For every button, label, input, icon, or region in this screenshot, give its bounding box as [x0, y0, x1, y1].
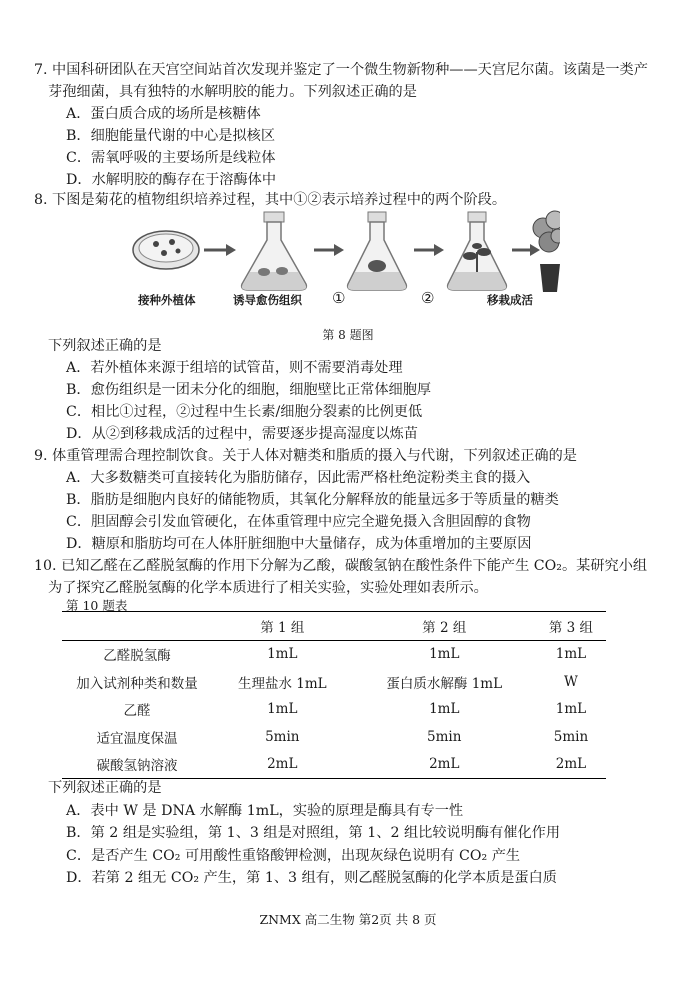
table-cell: 1mL — [267, 701, 298, 718]
table-row — [62, 640, 606, 668]
figure-label-transplant: 移栽成活 — [487, 293, 533, 307]
table-cell: 2mL — [429, 756, 460, 773]
q10-lead: 下列叙述正确的是 — [48, 780, 162, 796]
table-header-row — [62, 612, 606, 641]
q8-figure-caption: 第 8 题图 — [322, 328, 374, 342]
q10-option-b: B．第 2 组是实验组，第 1、3 组是对照组，第 1、2 组比较说明酶有催化作用 — [66, 825, 561, 841]
q7-option-d: D．水解明胶的酶存在于溶酶体中 — [66, 172, 277, 188]
q10-table-title: 第 10 题表 — [66, 598, 128, 613]
figure-label-stage1: ① — [332, 289, 346, 307]
q9-stem: 9. 体重管理需合理控制饮食。关于人体对糖类和脂质的摄入与代谢，下列叙述正确的是 — [34, 448, 577, 464]
table-cell: 1mL — [555, 646, 587, 663]
table-cell: 2mL — [555, 756, 587, 773]
table-row-label: 乙醛脱氢酶 — [103, 648, 171, 665]
table-cell: 2mL — [267, 756, 298, 773]
table-cell: W — [564, 673, 578, 690]
q10-option-c: C．是否产生 CO₂ 可用酸性重铬酸钾检测，出现灰绿色说明有 CO₂ 产生 — [66, 848, 521, 864]
flask-shoot-icon — [348, 212, 407, 290]
q7-stem-line2: 芽孢细菌，具有独特的水解明胶的能力。下列叙述正确的是 — [48, 84, 417, 100]
q9-option-c: C．胆固醇会引发血管硬化，在体重管理中应完全避免摄入含胆固醇的食物 — [66, 514, 531, 530]
table-cell: 1mL — [267, 646, 298, 663]
table-row — [62, 668, 606, 696]
table-cell: 蛋白质水解酶 1mL — [386, 675, 503, 692]
table-cell: 1mL — [555, 701, 587, 718]
q10-option-a: A．表中 W 是 DNA 水解酶 1mL，实验的原理是酶具有专一性 — [66, 803, 464, 819]
q8-option-c: C．相比①过程，②过程中生长素/细胞分裂素的比例更低 — [66, 404, 423, 420]
q8-option-a: A．若外植体来源于组培的试管苗，则不需要消毒处理 — [66, 360, 403, 376]
q8-stem: 8. 下图是菊花的植物组织培养过程，其中①②表示培养过程中的两个阶段。 — [34, 192, 507, 208]
q9-option-d: D．糖原和脂肪均可在人体肝脏细胞中大量储存，成为体重增加的主要原因 — [66, 536, 532, 552]
q7-option-c: C．需氧呼吸的主要场所是线粒体 — [66, 150, 276, 166]
figure-label-callus: 诱导愈伤组织 — [233, 293, 302, 307]
table-header-cell: 第 2 组 — [422, 619, 467, 636]
q9-option-b: B．脂肪是细胞内良好的储能物质，其氧化分解释放的能量远多于等质量的糖类 — [66, 492, 559, 508]
flask-callus-icon — [242, 212, 307, 290]
q10-stem-line2: 为了探究乙醛脱氢酶的化学本质进行了相关实验，实验处理如表所示。 — [48, 580, 488, 596]
table-row — [62, 751, 606, 779]
table-cell: 5min — [427, 728, 462, 745]
table-row-label: 适宜温度保温 — [96, 730, 178, 747]
table-row-label: 加入试剂种类和数量 — [76, 675, 198, 692]
q7-stem-line1: 7. 中国科研团队在天宫空间站首次发现并鉴定了一个微生物新物种——天宫尼尔菌。该菌是一类产 — [34, 62, 648, 78]
flask-plantlet-icon — [448, 212, 507, 290]
table-cell: 5min — [553, 728, 589, 745]
table-row-label: 乙醛 — [123, 703, 151, 720]
page-footer: ZNMX 高二生物 第2页 共 8 页 — [259, 912, 437, 927]
table-header-cell — [62, 612, 212, 641]
figure-label-stage2: ② — [421, 289, 435, 307]
table-row — [62, 723, 606, 751]
table-cell: 5min — [265, 728, 300, 745]
q10-option-d: D．若第 2 组无 CO₂ 产生，第 1、3 组有，则乙醛脱氢酶的化学本质是蛋白质 — [66, 870, 557, 886]
figure-label-explant: 接种外植体 — [138, 293, 196, 307]
table-row-label: 碳酸氢钠溶液 — [96, 758, 178, 775]
q10-table — [62, 611, 606, 779]
q7-option-a: A．蛋白质合成的场所是核糖体 — [66, 106, 261, 122]
table-cell: 生理盐水 1mL — [237, 675, 327, 692]
table-cell: 1mL — [429, 701, 460, 718]
q8-option-b: B．愈伤组织是一团未分化的细胞，细胞壁比正常体细胞厚 — [66, 382, 432, 398]
table-cell: 1mL — [429, 646, 460, 663]
table-header-cell: 第 1 组 — [260, 619, 305, 636]
q8-lead: 下列叙述正确的是 — [48, 338, 162, 354]
q8-option-d: D．从②到移栽成活的过程中，需要逐步提高湿度以炼苗 — [66, 426, 418, 442]
q10-stem-line1: 10. 已知乙醛在乙醛脱氢酶的作用下分解为乙酸，碳酸氢钠在酸性条件下能产生 CO₂。某研究小组 — [34, 558, 648, 574]
q7-option-b: B．细胞能量代谢的中心是拟核区 — [66, 128, 276, 144]
petri-dish-icon — [133, 231, 199, 269]
table-header-cell: 第 3 组 — [548, 619, 594, 636]
q9-option-a: A．大多数糖类可直接转化为脂肪储存，因此需严格杜绝淀粉类主食的摄入 — [66, 470, 531, 486]
table-row — [62, 696, 606, 724]
